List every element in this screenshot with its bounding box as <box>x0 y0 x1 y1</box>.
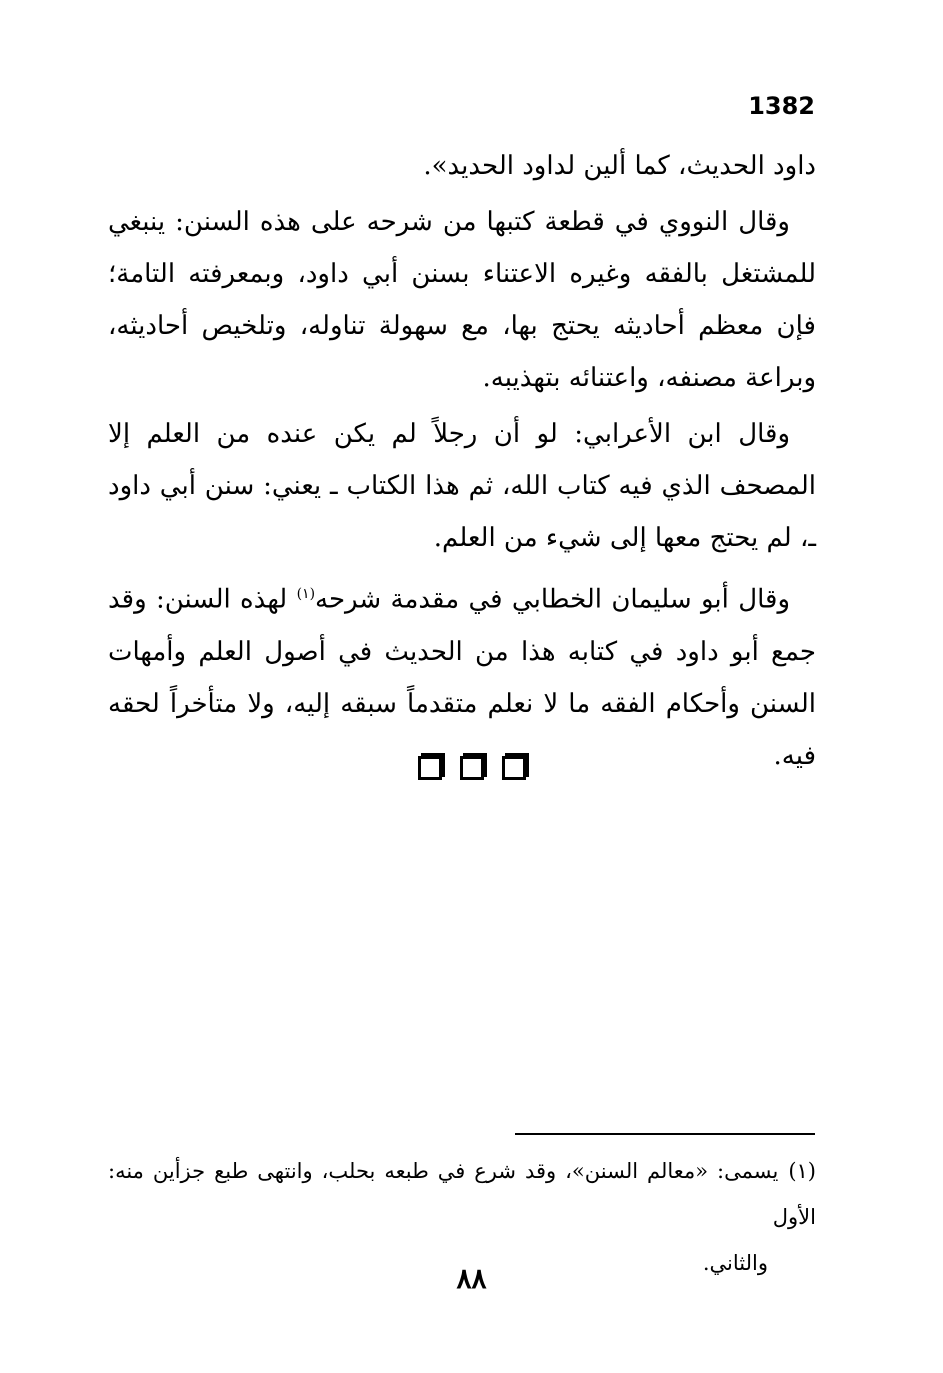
paragraph-text-start: وقال أبو سليمان الخطابي في مقدمة شرحه <box>315 584 790 615</box>
separator-box-icon <box>502 756 526 780</box>
separator-box-icon <box>418 756 442 780</box>
footnote-text: يسمى: «معالم السنن»، وقد شرع في طبعه بحلب، وانتهى طبع جزأين منه: الأول <box>108 1159 816 1229</box>
page-number-bottom: ٨٨ <box>456 1262 487 1295</box>
separator-box-icon <box>460 756 484 780</box>
section-separator <box>0 756 943 780</box>
paragraph-text-end: لهذه السنن: وقد جمع أبو داود في كتابه هذا من الحديث في أصول العلم وأمهات السنن وأحكام الفقه ما لا نعلم متقدماً سبقه إليه، ولا متأخراً لحقه فيه. <box>108 584 816 771</box>
paragraph <box>108 568 816 782</box>
footnote-number: (١) <box>788 1159 816 1183</box>
page-number-top: 1382 <box>748 92 815 120</box>
paragraph: وقال النووي في قطعة كتبها من شرحه على هذه السنن: ينبغي للمشتغل بالفقه وغيره الاعتناء بسنن أبي داود، وبمعرفته التامة؛ فإن معظم أحاديثه يحتج بها، مع سهولة تناوله، وتلخيص أحاديثه، وبراعة مصنفه، واعتنائه بتهذيبه. <box>108 207 816 393</box>
paragraph: داود الحديث، كما ألين لداود الحديد». <box>423 151 816 181</box>
body-text <box>108 140 816 786</box>
footnote-marker: (١) <box>296 586 316 602</box>
footnote-rule <box>515 1133 815 1135</box>
paragraph: وقال ابن الأعرابي: لو أن رجلاً لم يكن عنده من العلم إلا المصحف الذي فيه كتاب الله، ثم هذا الكتاب ـ يعني: سنن أبي داود ـ، لم يحتج معها إلى شيء من العلم. <box>108 419 816 553</box>
footnote-text-continued: والثاني. <box>702 1251 768 1275</box>
